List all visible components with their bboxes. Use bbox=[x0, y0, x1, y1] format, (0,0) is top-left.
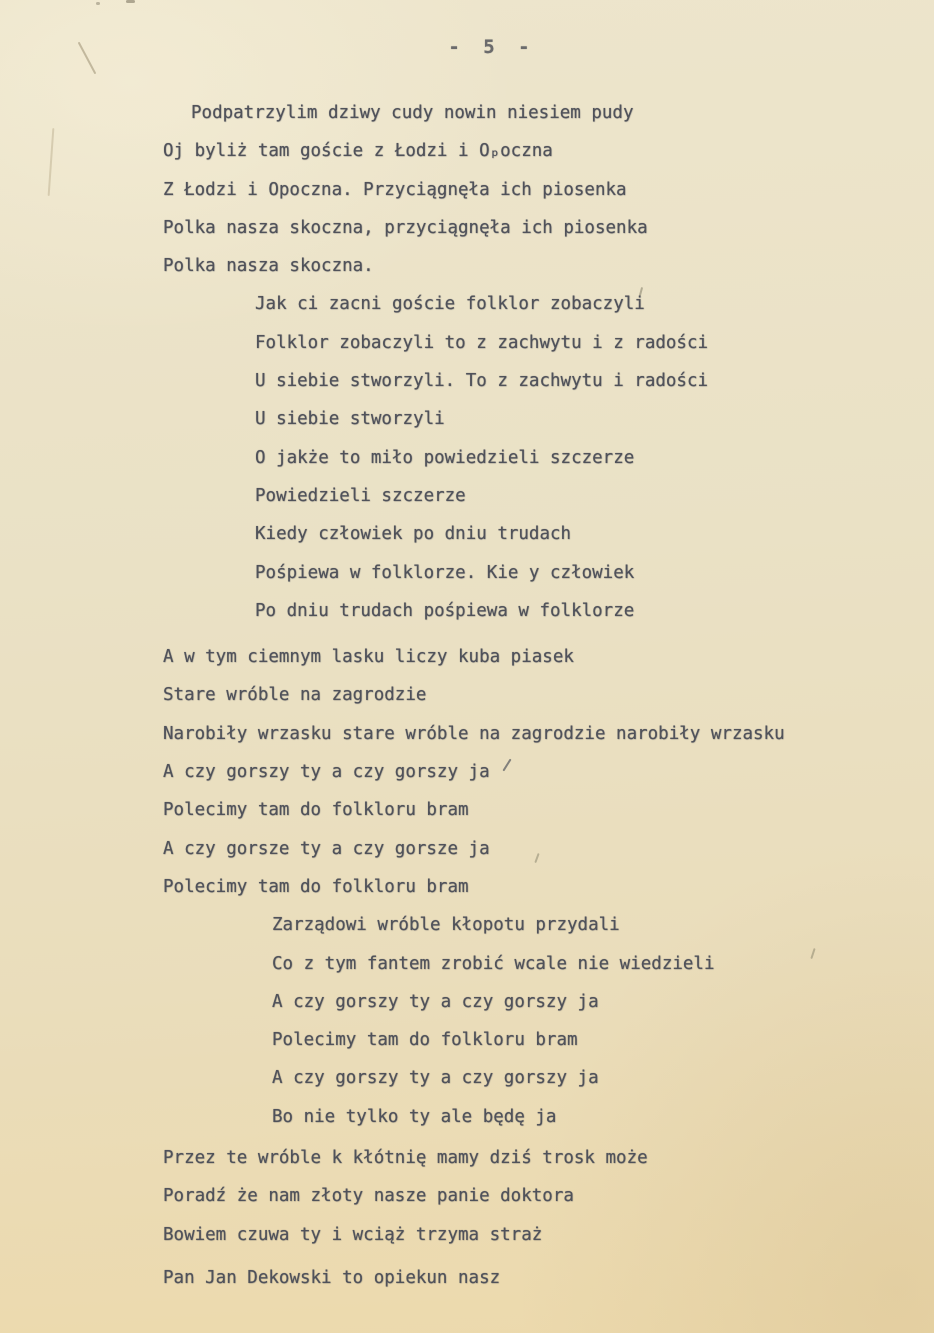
poem-line: A czy gorszy ty a czy gorszy ja bbox=[272, 1068, 599, 1089]
poem-line: U siebie stworzyli bbox=[255, 409, 445, 430]
poem-line: Z Łodzi i Opoczna. Przyciągnęła ich piosenka bbox=[163, 179, 627, 200]
poem-line: Podpatrzylim dziwy cudy nowin niesiem pudy bbox=[191, 103, 634, 123]
poem-line: Bo nie tylko ty ale będę ja bbox=[272, 1106, 557, 1127]
paper-stain bbox=[48, 128, 54, 196]
poem-line: A w tym ciemnym lasku liczy kuba piasek bbox=[163, 647, 574, 668]
poem-line: Stare wróble na zagrodzie bbox=[163, 685, 427, 706]
poem-line: Oj byliż tam goście z Łodzi i Oₚoczna bbox=[163, 141, 553, 162]
poem-line: A czy gorszy ty a czy gorszy ja bbox=[163, 762, 490, 783]
poem-line: Powiedzieli szczerze bbox=[255, 485, 466, 506]
poem-line: Zarządowi wróble kłopotu przydali bbox=[272, 915, 620, 936]
poem-line: Narobiły wrzasku stare wróble na zagrodzie narobiły wrzasku bbox=[163, 723, 785, 744]
poem-line: U siebie stworzyli. To z zachwytu i radości bbox=[255, 371, 709, 392]
poem-line: Polka nasza skoczna. bbox=[163, 256, 374, 277]
poem-line: Polka nasza skoczna, przyciągnęła ich piosenka bbox=[163, 217, 648, 238]
poem-line: Po dniu trudach pośpiewa w folklorze bbox=[255, 600, 635, 621]
poem-line: Pan Jan Dekowski to opiekun nasz bbox=[163, 1267, 501, 1288]
poem-line: A czy gorszy ty a czy gorszy ja bbox=[272, 991, 599, 1012]
paper-stain bbox=[96, 2, 100, 5]
paper-stain bbox=[126, 0, 135, 3]
poem-line: Folklor zobaczyli to z zachwytu i z radości bbox=[255, 332, 709, 353]
poem-body bbox=[163, 94, 914, 1297]
poem-line: Pośpiewa w folklorze. Kie y człowiek bbox=[255, 562, 635, 583]
poem-line: Przez te wróble k kłótnię mamy dziś trosk może bbox=[163, 1148, 648, 1169]
poem-line: Jak ci zacni goście folklor zobaczyli bbox=[255, 294, 645, 315]
poem-line: Polecimy tam do folkloru bram bbox=[272, 1030, 578, 1051]
page-number: - 5 - bbox=[448, 36, 536, 58]
poem-line: Poradź że nam złoty nasze panie doktora bbox=[163, 1186, 574, 1207]
poem-line: Kiedy człowiek po dniu trudach bbox=[255, 524, 572, 545]
poem-line: Co z tym fantem zrobić wcale nie wiedzieli bbox=[272, 953, 715, 974]
poem-line: Polecimy tam do folkloru bram bbox=[163, 876, 469, 897]
poem-line: A czy gorsze ty a czy gorsze ja bbox=[163, 838, 490, 859]
poem-line: Polecimy tam do folkloru bram bbox=[163, 800, 469, 821]
poem-line: O jakże to miło powiedzieli szczerze bbox=[255, 447, 635, 468]
poem-line: Bowiem czuwa ty i wciąż trzyma straż bbox=[163, 1224, 543, 1245]
